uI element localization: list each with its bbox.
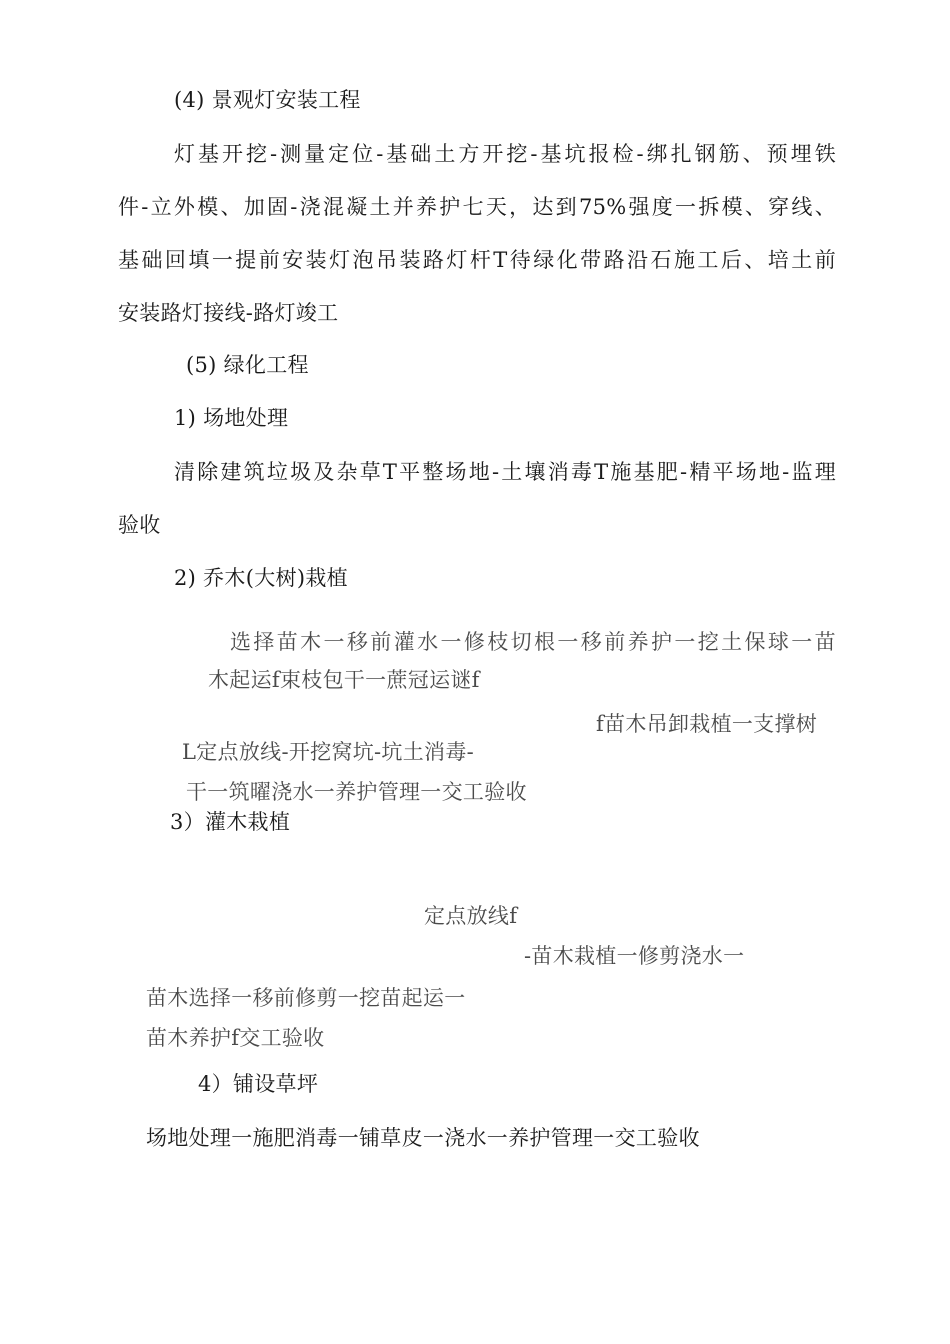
- sub-3-flow-line-1: 定点放线f: [424, 904, 518, 928]
- sub-2-heading: 2) 乔木(大树)栽植: [174, 566, 348, 590]
- sub-3-flow-line-4: 苗木养护f交工验收: [146, 1026, 325, 1050]
- section-4-heading: (4) 景观灯安装工程: [174, 88, 361, 112]
- section-4-line-3: 基础回填一提前安装灯泡吊装路灯杆T待绿化带路沿石施工后、培土前: [118, 248, 836, 272]
- sub-1-line-2: 验收: [118, 513, 161, 537]
- section-5-heading: (5) 绿化工程: [186, 353, 309, 377]
- sub-2-flow-line-3: f苗木吊卸栽植一支撑树: [596, 712, 818, 736]
- sub-1-heading: 1) 场地处理: [174, 406, 289, 430]
- sub-2-flow-line-5: 干一筑曜浇水一养护管理一交工验收: [186, 780, 527, 804]
- section-4-line-4: 安装路灯接线-路灯竣工: [118, 301, 339, 325]
- sub-2-flow-line-4: L定点放线-开挖窝坑-坑土消毒-: [182, 740, 475, 764]
- sub-4-heading: 4）铺设草坪: [198, 1072, 319, 1096]
- section-4-line-1: 灯基开挖-测量定位-基础土方开挖-基坑报检-绑扎钢筋、预埋铁: [174, 142, 836, 166]
- sub-3-flow-line-2: -苗木栽植一修剪浇水一: [524, 944, 745, 968]
- section-4-line-2: 件-立外模、加固-浇混凝土并养护七天，达到75%强度一拆模、穿线、: [118, 195, 836, 219]
- sub-4-line-1: 场地处理一施肥消毒一铺草皮一浇水一养护管理一交工验收: [146, 1126, 700, 1150]
- sub-2-flow-line-2: 木起运f束枝包干一蔗冠运谜f: [208, 668, 480, 692]
- sub-1-line-1: 清除建筑垃圾及杂草T平整场地-土壤消毒T施基肥-精平场地-监理: [174, 460, 836, 484]
- sub-3-heading: 3）灌木栽植: [170, 810, 291, 834]
- sub-2-flow-line-1: 选择苗木一移前灌水一修枝切根一移前养护一挖土保球一苗: [230, 630, 836, 654]
- sub-3-flow-line-3: 苗木选择一移前修剪一挖苗起运一: [146, 986, 466, 1010]
